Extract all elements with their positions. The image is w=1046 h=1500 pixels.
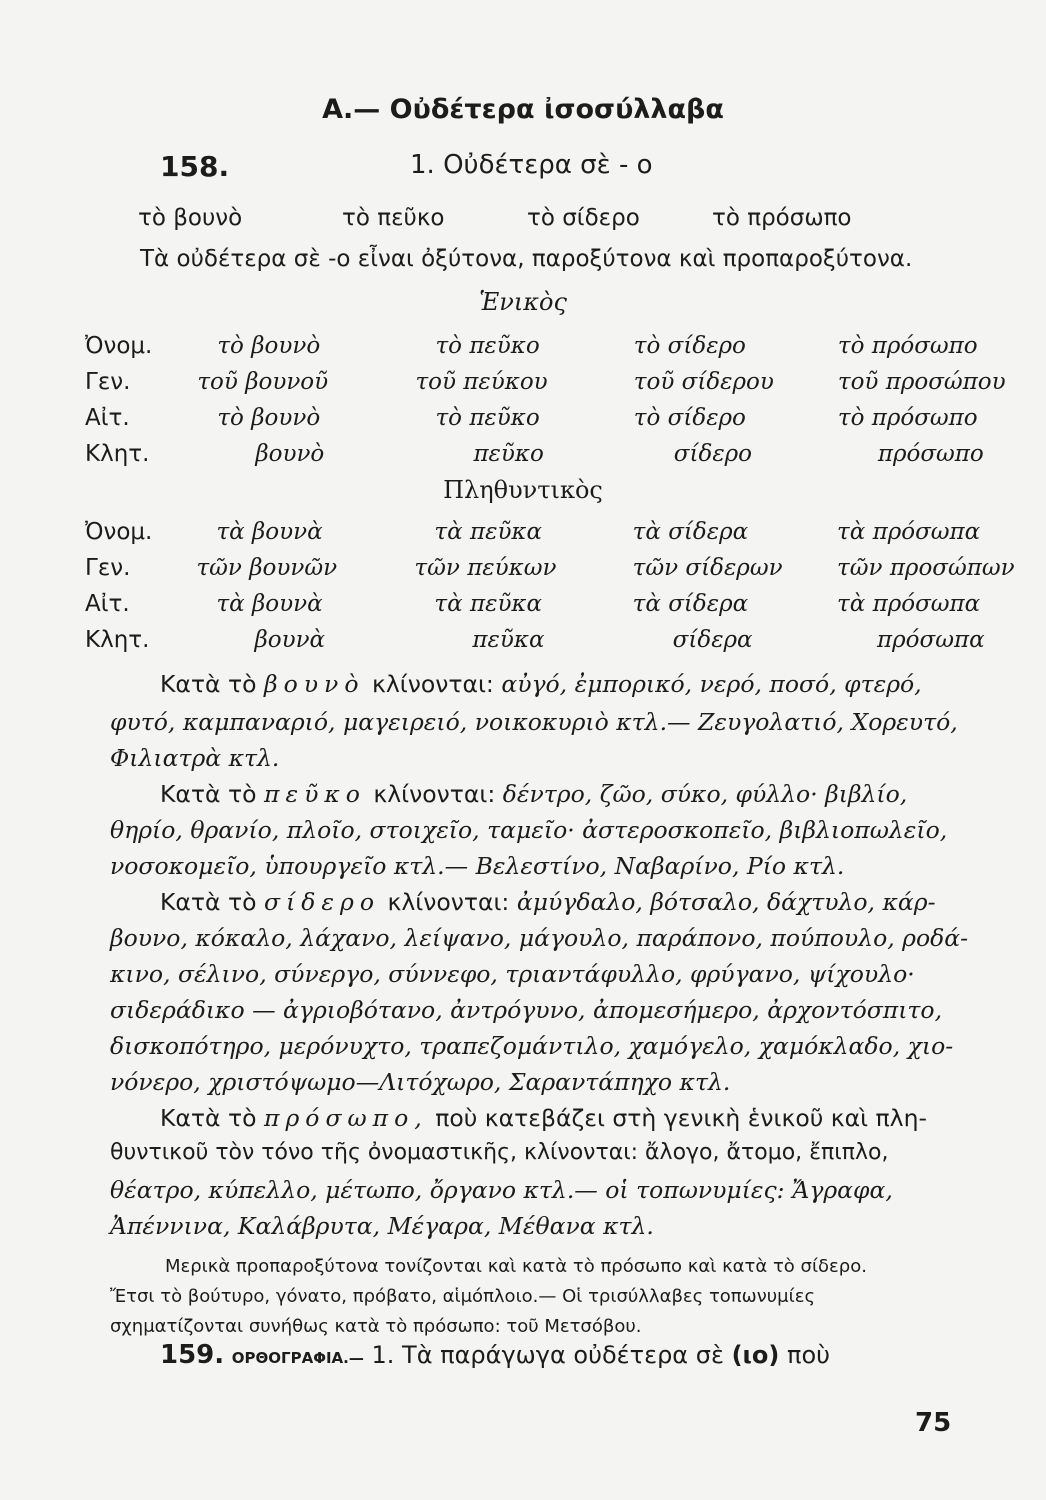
case-label: Γεν. (85, 555, 131, 581)
form: τὰ πεῦκα (434, 519, 543, 545)
form: τὸ πεῦκο (435, 405, 540, 431)
table-row (85, 400, 1046, 436)
paragraph-pefko-line: νοσοκομεῖο, ὑπουργεῖο κτλ.— Βελεστίνο, Ναβαρίνο, Ρίο κτλ. (110, 852, 845, 880)
form: τῶν προσώπων (837, 555, 1015, 581)
next-section-end: ποὺ (787, 1341, 831, 1369)
example-word: τὸ πεῦκο (342, 205, 445, 231)
form: τὸ βουνὸ (217, 333, 321, 359)
note-line: σχηματίζονται συνήθως κατὰ τὸ πρόσωπο: τοῦ Μετσόβου. (110, 1316, 642, 1337)
para-text: αὐγό, ἐμπορικό, νερό, ποσό, φτερό, (501, 670, 922, 698)
paragraph-sidero-line: δισκοπότηρο, μερόνυχτο, τραπεζομάντιλο, χαμόγελο, χαμόκλαδο, χιο- (110, 1032, 954, 1060)
next-section-line (160, 1340, 830, 1370)
para-verb: κλίνονται: (371, 670, 494, 698)
para-text: ἀμύγδαλο, βότσαλο, δάχτυλο, κάρ- (516, 888, 936, 916)
para-keyword: βουνὸ (264, 670, 365, 698)
form: τῶν σίδερων (632, 555, 783, 581)
form: βουνὸ (255, 441, 325, 467)
para-text: ποὺ κατεβάζει στὴ γενικὴ ἑνικοῦ καὶ πλη- (435, 1104, 927, 1132)
form: τὰ πεῦκα (434, 591, 543, 617)
para-lead: Κατὰ τὸ (160, 1104, 257, 1132)
paragraph-prosopo-line (160, 1104, 990, 1132)
case-label: Κλητ. (85, 627, 150, 653)
plural-table (85, 514, 1046, 658)
form: τὰ βουνὰ (216, 519, 323, 545)
case-label: Ὀνομ. (85, 519, 153, 545)
case-label: Ὀνομ. (85, 333, 153, 359)
form: πρόσωπα (877, 627, 985, 653)
note-line: Ἔτσι τὸ βούτυρο, γόνατο, πρόβατο, αἱμόπλοιο.— Οἱ τρισύλλαβες τοπωνυμίες (110, 1286, 816, 1307)
paragraph-vouno-line: φυτό, καμπαναριό, μαγειρειό, νοικοκυριὸ κτλ.— Ζευγολατιό, Χορευτό, (110, 708, 958, 736)
section-title: Α.— Οὐδέτερα ἰσοσύλλαβα (322, 94, 724, 125)
subsection-title: 1. Οὐδέτερα σὲ - ο (410, 150, 653, 180)
paragraph-sidero-line: νόνερο, χριστόψωμο—Λιτόχωρο, Σαραντάπηχο κτλ. (110, 1068, 731, 1096)
singular-heading: Ἑνικὸς (479, 288, 567, 316)
form: σίδερο (673, 441, 753, 467)
paragraph-vouno-line (160, 670, 990, 698)
paragraph-prosopo-line: θυντικοῦ τὸν τόνο τῆς ὀνομαστικῆς, κλίνονται: ἄλογο, ἄτομο, ἔπιπλο, (110, 1140, 889, 1165)
para-verb: κλίνονται: (387, 888, 510, 916)
table-row (85, 436, 1046, 472)
form: πρόσωπο (877, 441, 984, 467)
form: τοῦ πεύκου (415, 369, 548, 395)
example-word: τὸ σίδερο (527, 205, 640, 231)
form: σίδερα (672, 627, 753, 653)
form: τοῦ βουνοῦ (197, 369, 329, 395)
paragraph-prosopo-line: θέατρο, κύπελλο, μέτωπο, ὄργανο κτλ.— οἱ τοπωνυμίες: Ἄγραφα, (110, 1176, 893, 1204)
next-section-bold: (ιο) (731, 1341, 780, 1369)
paragraph-pefko-line (160, 780, 990, 808)
next-section-text: 1. Τὰ παράγωγα οὐδέτερα σὲ (371, 1341, 724, 1369)
para-keyword: σίδερο (264, 888, 381, 916)
intro-text: Τὰ οὐδέτερα σὲ -ο εἶναι ὀξύτονα, παροξύτονα καὶ προπαροξύτονα. (140, 246, 913, 272)
para-keyword: πρόσωπο, (264, 1104, 428, 1132)
form: πεῦκο (473, 441, 544, 467)
section-number: 158. (160, 150, 230, 183)
table-row (85, 622, 1046, 658)
form: τὸ βουνὸ (217, 405, 321, 431)
form: τὰ βουνὰ (216, 591, 323, 617)
form: πεῦκα (472, 627, 545, 653)
paragraph-prosopo-line: Ἀπέννινα, Καλάβρυτα, Μέγαρα, Μέθανα κτλ. (110, 1212, 654, 1240)
paragraph-sidero-line: κινο, σέλινο, σύνεργο, σύννεφο, τριαντάφυλλο, φρύγανο, ψίχουλο· (110, 960, 915, 988)
plural-heading: Πληθυντικὸς (443, 476, 603, 504)
paragraph-sidero-line: βουνο, κόκαλο, λάχανο, λείψανο, μάγουλο, παράπονο, πούπουλο, ροδά- (110, 924, 969, 952)
para-keyword: πεῦκο (264, 780, 366, 808)
form: τὸ σίδερο (633, 405, 746, 431)
form: τοῦ σίδερου (633, 369, 774, 395)
form: τὰ σίδερα (632, 519, 749, 545)
form: βουνὰ (254, 627, 326, 653)
table-row (85, 514, 1046, 550)
para-lead: Κατὰ τὸ (160, 670, 257, 698)
case-label: Κλητ. (85, 441, 150, 467)
paragraph-sidero-line (160, 888, 990, 916)
form: τῶν πεύκων (414, 555, 557, 581)
paragraph-vouno-line: Φιλιατρὰ κτλ. (110, 744, 280, 772)
next-section-label: ΟΡΘΟΓΡΑΦΙΑ.— (231, 1349, 364, 1367)
case-label: Αἰτ. (85, 405, 130, 431)
page-number: 75 (915, 1408, 952, 1438)
table-row (85, 364, 1046, 400)
para-lead: Κατὰ τὸ (160, 888, 257, 916)
para-verb: κλίνονται: (373, 780, 496, 808)
table-row (85, 586, 1046, 622)
form: τοῦ προσώπου (837, 369, 1006, 395)
case-label: Γεν. (85, 369, 131, 395)
form: τὸ σίδερο (633, 333, 746, 359)
form: τὸ πεῦκο (435, 333, 540, 359)
form: τὸ πρόσωπο (837, 405, 978, 431)
example-word: τὸ πρόσωπο (712, 205, 852, 231)
example-word: τὸ βουνὸ (138, 205, 243, 231)
table-row (85, 550, 1046, 586)
para-text: δέντρο, ζῶο, σύκο, φύλλο· βιβλίο, (502, 780, 908, 808)
paragraph-pefko-line: θηρίο, θρανίο, πλοῖο, στοιχεῖο, ταμεῖο· ἀστεροσκοπεῖο, βιβλιοπωλεῖο, (110, 816, 948, 844)
paragraph-sidero-line: σιδεράδικο — ἀγριοβότανο, ἀντρόγυνο, ἀπομεσήμερο, ἀρχοντόσπιτο, (110, 996, 943, 1024)
singular-table (85, 328, 1046, 472)
table-row (85, 328, 1046, 364)
para-lead: Κατὰ τὸ (160, 780, 257, 808)
case-label: Αἰτ. (85, 591, 130, 617)
next-section-number: 159. (160, 1340, 225, 1370)
form: τῶν βουνῶν (196, 555, 338, 581)
note-line: Μερικὰ προπαροξύτονα τονίζονται καὶ κατὰ τὸ πρόσωπο καὶ κατὰ τὸ σίδερο. (165, 1256, 867, 1277)
form: τὰ πρόσωπα (837, 591, 981, 617)
form: τὸ πρόσωπο (837, 333, 978, 359)
form: τὰ σίδερα (632, 591, 749, 617)
form: τὰ πρόσωπα (837, 519, 981, 545)
